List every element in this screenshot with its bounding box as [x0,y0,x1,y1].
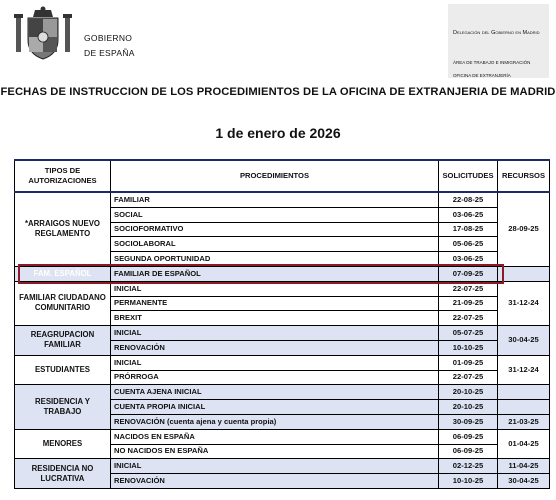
category-cell: REAGRUPACION FAMILIAR [15,326,111,356]
solicitud-date-cell: 02-12-25 [439,459,498,474]
gov-line-2: DE ESPAÑA [84,48,135,58]
procedure-cell: PERMANENTE [111,296,439,311]
category-cell: *ARRAIGOS NUEVO REGLAMENTO [15,192,111,266]
recurso-date-cell: 30-04-25 [498,326,550,356]
table-row [15,385,550,400]
recurso-date-cell: 11-04-25 [498,459,550,474]
procedure-cell: RENOVACIÓN [111,474,439,489]
delegation-area [453,56,547,82]
procedure-cell: PRÓRROGA [111,370,439,385]
solicitud-date-cell: 22-07-25 [439,281,498,296]
gov-line-1: GOBIERNO [84,33,133,43]
table-body [15,192,550,488]
solicitud-date-cell: 30-09-25 [439,414,498,429]
recurso-date-cell: 30-04-25 [498,474,550,489]
recurso-date-cell: 21-03-25 [498,414,550,429]
solicitud-date-cell: 07-09-25 [439,266,498,281]
government-name [84,31,135,61]
procedure-cell: BREXIT [111,311,439,326]
procedure-cell: NACIDOS EN ESPAÑA [111,429,439,444]
solicitud-date-cell: 10-10-25 [439,340,498,355]
solicitud-date-cell: 20-10-25 [439,400,498,415]
table-row [15,266,550,281]
solicitud-date-cell: 05-06-25 [439,237,498,252]
procedure-cell: FAMILIAR [111,192,439,207]
procedure-cell: CUENTA AJENA INICIAL [111,385,439,400]
recurso-date-cell [498,385,550,400]
office-text: OFICINA DE EXTRANJERÍA [453,73,511,78]
document-date: 1 de enero de 2026 [215,125,341,141]
category-cell: FAM. ESPAÑOL [15,266,111,281]
procedure-cell: SOCIOFORMATIVO [111,222,439,237]
solicitud-date-cell: 22-07-25 [439,311,498,326]
category-cell: FAMILIAR CIUDADANO COMUNITARIO [15,281,111,325]
procedures-table [14,159,550,489]
procedure-cell: SOCIOLABORAL [111,237,439,252]
solicitud-date-cell: 03-06-25 [439,252,498,267]
delegation-name: Delegación del Gobierno en Madrid [453,30,540,36]
col-header-procedimientos: PROCEDIMIENTOS [111,160,439,192]
procedure-cell: SEGUNDA OPORTUNIDAD [111,252,439,267]
table-row [15,192,550,207]
procedure-cell: CUENTA PROPIA INICIAL [111,400,439,415]
table-row [15,281,550,296]
solicitud-date-cell: 21-09-25 [439,296,498,311]
solicitud-date-cell: 10-10-25 [439,474,498,489]
procedure-cell: INICIAL [111,326,439,341]
solicitud-date-cell: 22-08-25 [439,192,498,207]
procedure-cell: NO NACIDOS EN ESPAÑA [111,444,439,459]
recurso-date-cell: 28-09-25 [498,192,550,266]
col-header-solicitudes: SOLICITUDES [439,160,498,192]
recurso-date-cell [498,266,550,281]
area-text: ÁREA DE TRABAJO E INMIGRACIÓN [453,60,531,65]
procedure-cell: RENOVACIÓN [111,340,439,355]
procedure-cell: INICIAL [111,281,439,296]
recurso-date-cell: 01-04-25 [498,429,550,459]
procedure-cell: SOCIAL [111,207,439,222]
category-cell: RESIDENCIA Y TRABAJO [15,385,111,429]
table-row [15,355,550,370]
table-row [15,459,550,474]
table-row [15,326,550,341]
procedure-cell: INICIAL [111,459,439,474]
solicitud-date-cell: 06-09-25 [439,444,498,459]
solicitud-date-cell: 20-10-25 [439,385,498,400]
delegation-box [448,4,549,78]
document-title: FECHAS DE INSTRUCCION DE LOS PROCEDIMIENTOS DE LA OFICINA DE EXTRANJERIA DE MADRID [0,86,556,98]
solicitud-date-cell: 17-08-25 [439,222,498,237]
col-header-tipos: TIPOS DE AUTORIZACIONES [15,160,111,192]
recurso-date-cell: 31-12-24 [498,281,550,325]
coat-of-arms-icon [14,6,72,62]
solicitud-date-cell: 05-07-25 [439,326,498,341]
letterhead [0,0,556,80]
recurso-date-cell: 31-12-24 [498,355,550,385]
procedure-cell: INICIAL [111,355,439,370]
solicitud-date-cell: 06-09-25 [439,429,498,444]
table-header-row [15,160,550,192]
procedure-cell: FAMILIAR DE ESPAÑOL [111,266,439,281]
category-cell: MENORES [15,429,111,459]
solicitud-date-cell: 22-07-25 [439,370,498,385]
table-row [15,429,550,444]
procedure-cell: RENOVACIÓN (cuenta ajena y cuenta propia) [111,414,439,429]
solicitud-date-cell: 01-09-25 [439,355,498,370]
recurso-date-cell [498,400,550,415]
category-cell: RESIDENCIA NO LUCRATIVA [15,459,111,489]
solicitud-date-cell: 03-06-25 [439,207,498,222]
category-cell: ESTUDIANTES [15,355,111,385]
col-header-recursos: RECURSOS [498,160,550,192]
